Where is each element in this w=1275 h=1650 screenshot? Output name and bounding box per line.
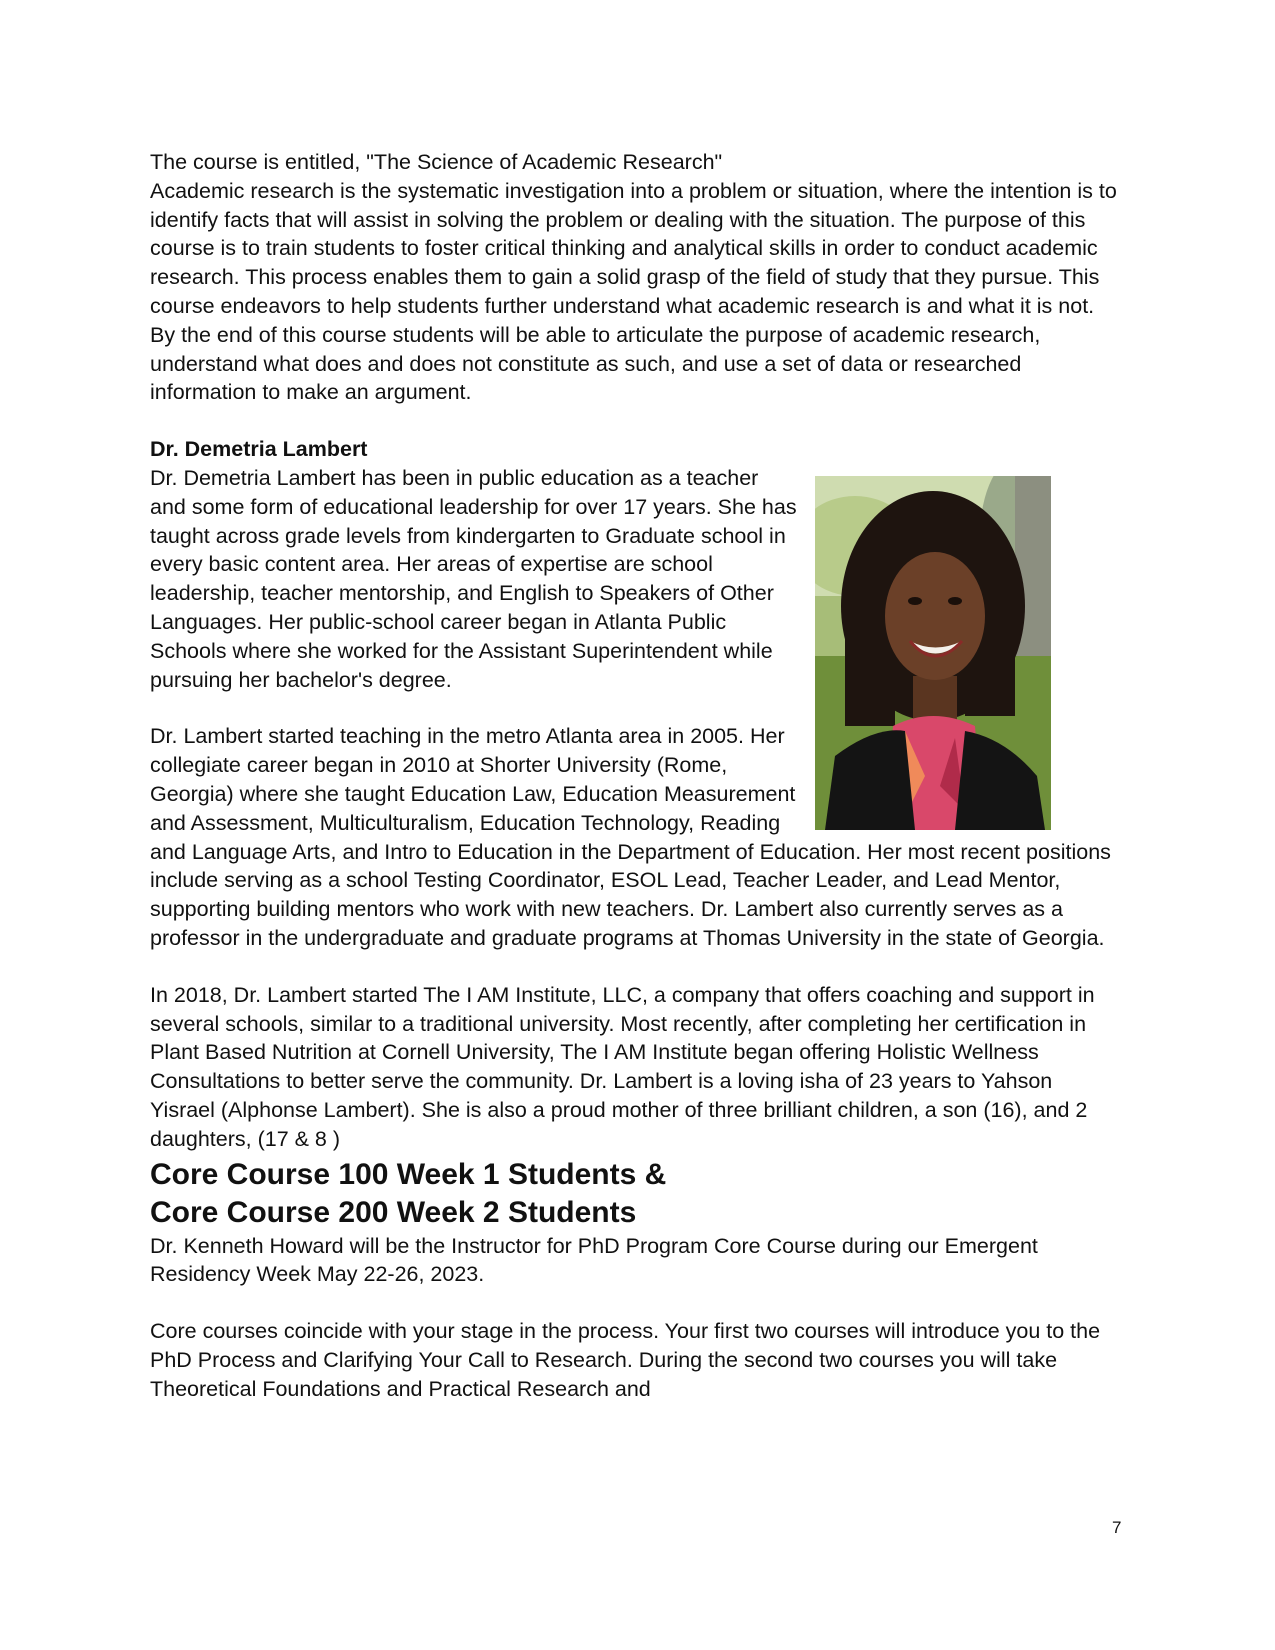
instructor-name: Dr. Demetria Lambert — [150, 437, 368, 462]
core-paragraph-1: Dr. Kenneth Howard will be the Instructor for PhD Program Core Course during our Emergent Residency Week May 22-26, 2023. — [150, 1233, 1038, 1287]
core-heading-line-1: Core Course 100 Week 1 Students & — [150, 1157, 667, 1191]
spacer — [150, 1289, 1120, 1317]
course-title-line: The course is entitled, "The Science of Academic Research" — [150, 150, 723, 174]
page-number: 7 — [1112, 1518, 1122, 1537]
instructor-photo — [815, 476, 1051, 830]
document-page — [150, 148, 1120, 1403]
course-description: Academic research is the systematic investigation into a problem or situation, where the intention is to identify facts that will assist in solving the problem or dealing with the situation. The purpose of this course is to train students to foster critical thinking and analytical skills in order to conduct academic research. This process enables them to gain a solid grasp of the field of study that they pursue. This course endeavors to help students further understand what academic research is and what it is not. By the end of this course students will be able to articulate the purpose of academic research, understand what does and does not constitute as such, and use a set of data or researched information to make an argument. — [150, 178, 1117, 405]
bio-paragraph-2: Dr. Lambert started teaching in the metro Atlanta area in 2005. Her collegiate career began in 2010 at Shorter University (Rome, Georgia) where she taught Education Law, Education Measurement and Assessment, Multiculturalism, Education Technology, Reading and Language Arts, and Intro to Education in the Department of Education. Her most recent positions include serving as a school Testing Coordinator, ESOL Lead, Teacher Leader, and Lead Mentor, supporting building mentors who work with new teachers. Dr. Lambert also currently serves as a professor in the undergraduate and graduate programs at Thomas University in the state of Georgia. — [150, 724, 1111, 950]
core-heading-line-2: Core Course 200 Week 2 Students — [150, 1195, 637, 1229]
core-course-heading — [150, 1156, 1120, 1232]
bio-paragraph-1: Dr. Demetria Lambert has been in public education as a teacher and some form of educational leadership for over 17 years. She has taught across grade levels from kindergarten to Graduate school in every basic content area. Her areas of expertise are school leadership, teacher mentorship, and English to Speakers of Other Languages. Her public-school career began in Atlanta Public Schools where she worked for the Assistant Superintendent while pursuing her bachelor's degree. — [150, 465, 797, 692]
spacer — [150, 953, 1120, 981]
bio-paragraph-3: In 2018, Dr. Lambert started The I AM Institute, LLC, a company that offers coaching and support in several schools, similar to a traditional university. Most recently, after completing her certification in Plant Based Nutrition at Cornell University, The I AM Institute began offering Holistic Wellness Consultations to better serve the community. Dr. Lambert is a loving isha of 23 years to Yahson Yisrael (Alphonse Lambert). She is also a proud mother of three brilliant children, a son (16), and 2 daughters, (17 & 8 ) — [150, 982, 1095, 1151]
core-paragraph-2: Core courses coincide with your stage in the process. Your first two courses will introduce you to the PhD Process and Clarifying Your Call to Research. During the second two courses you will take Theoretical Foundations and Practical Research and — [150, 1319, 1101, 1401]
spacer — [150, 407, 1120, 435]
